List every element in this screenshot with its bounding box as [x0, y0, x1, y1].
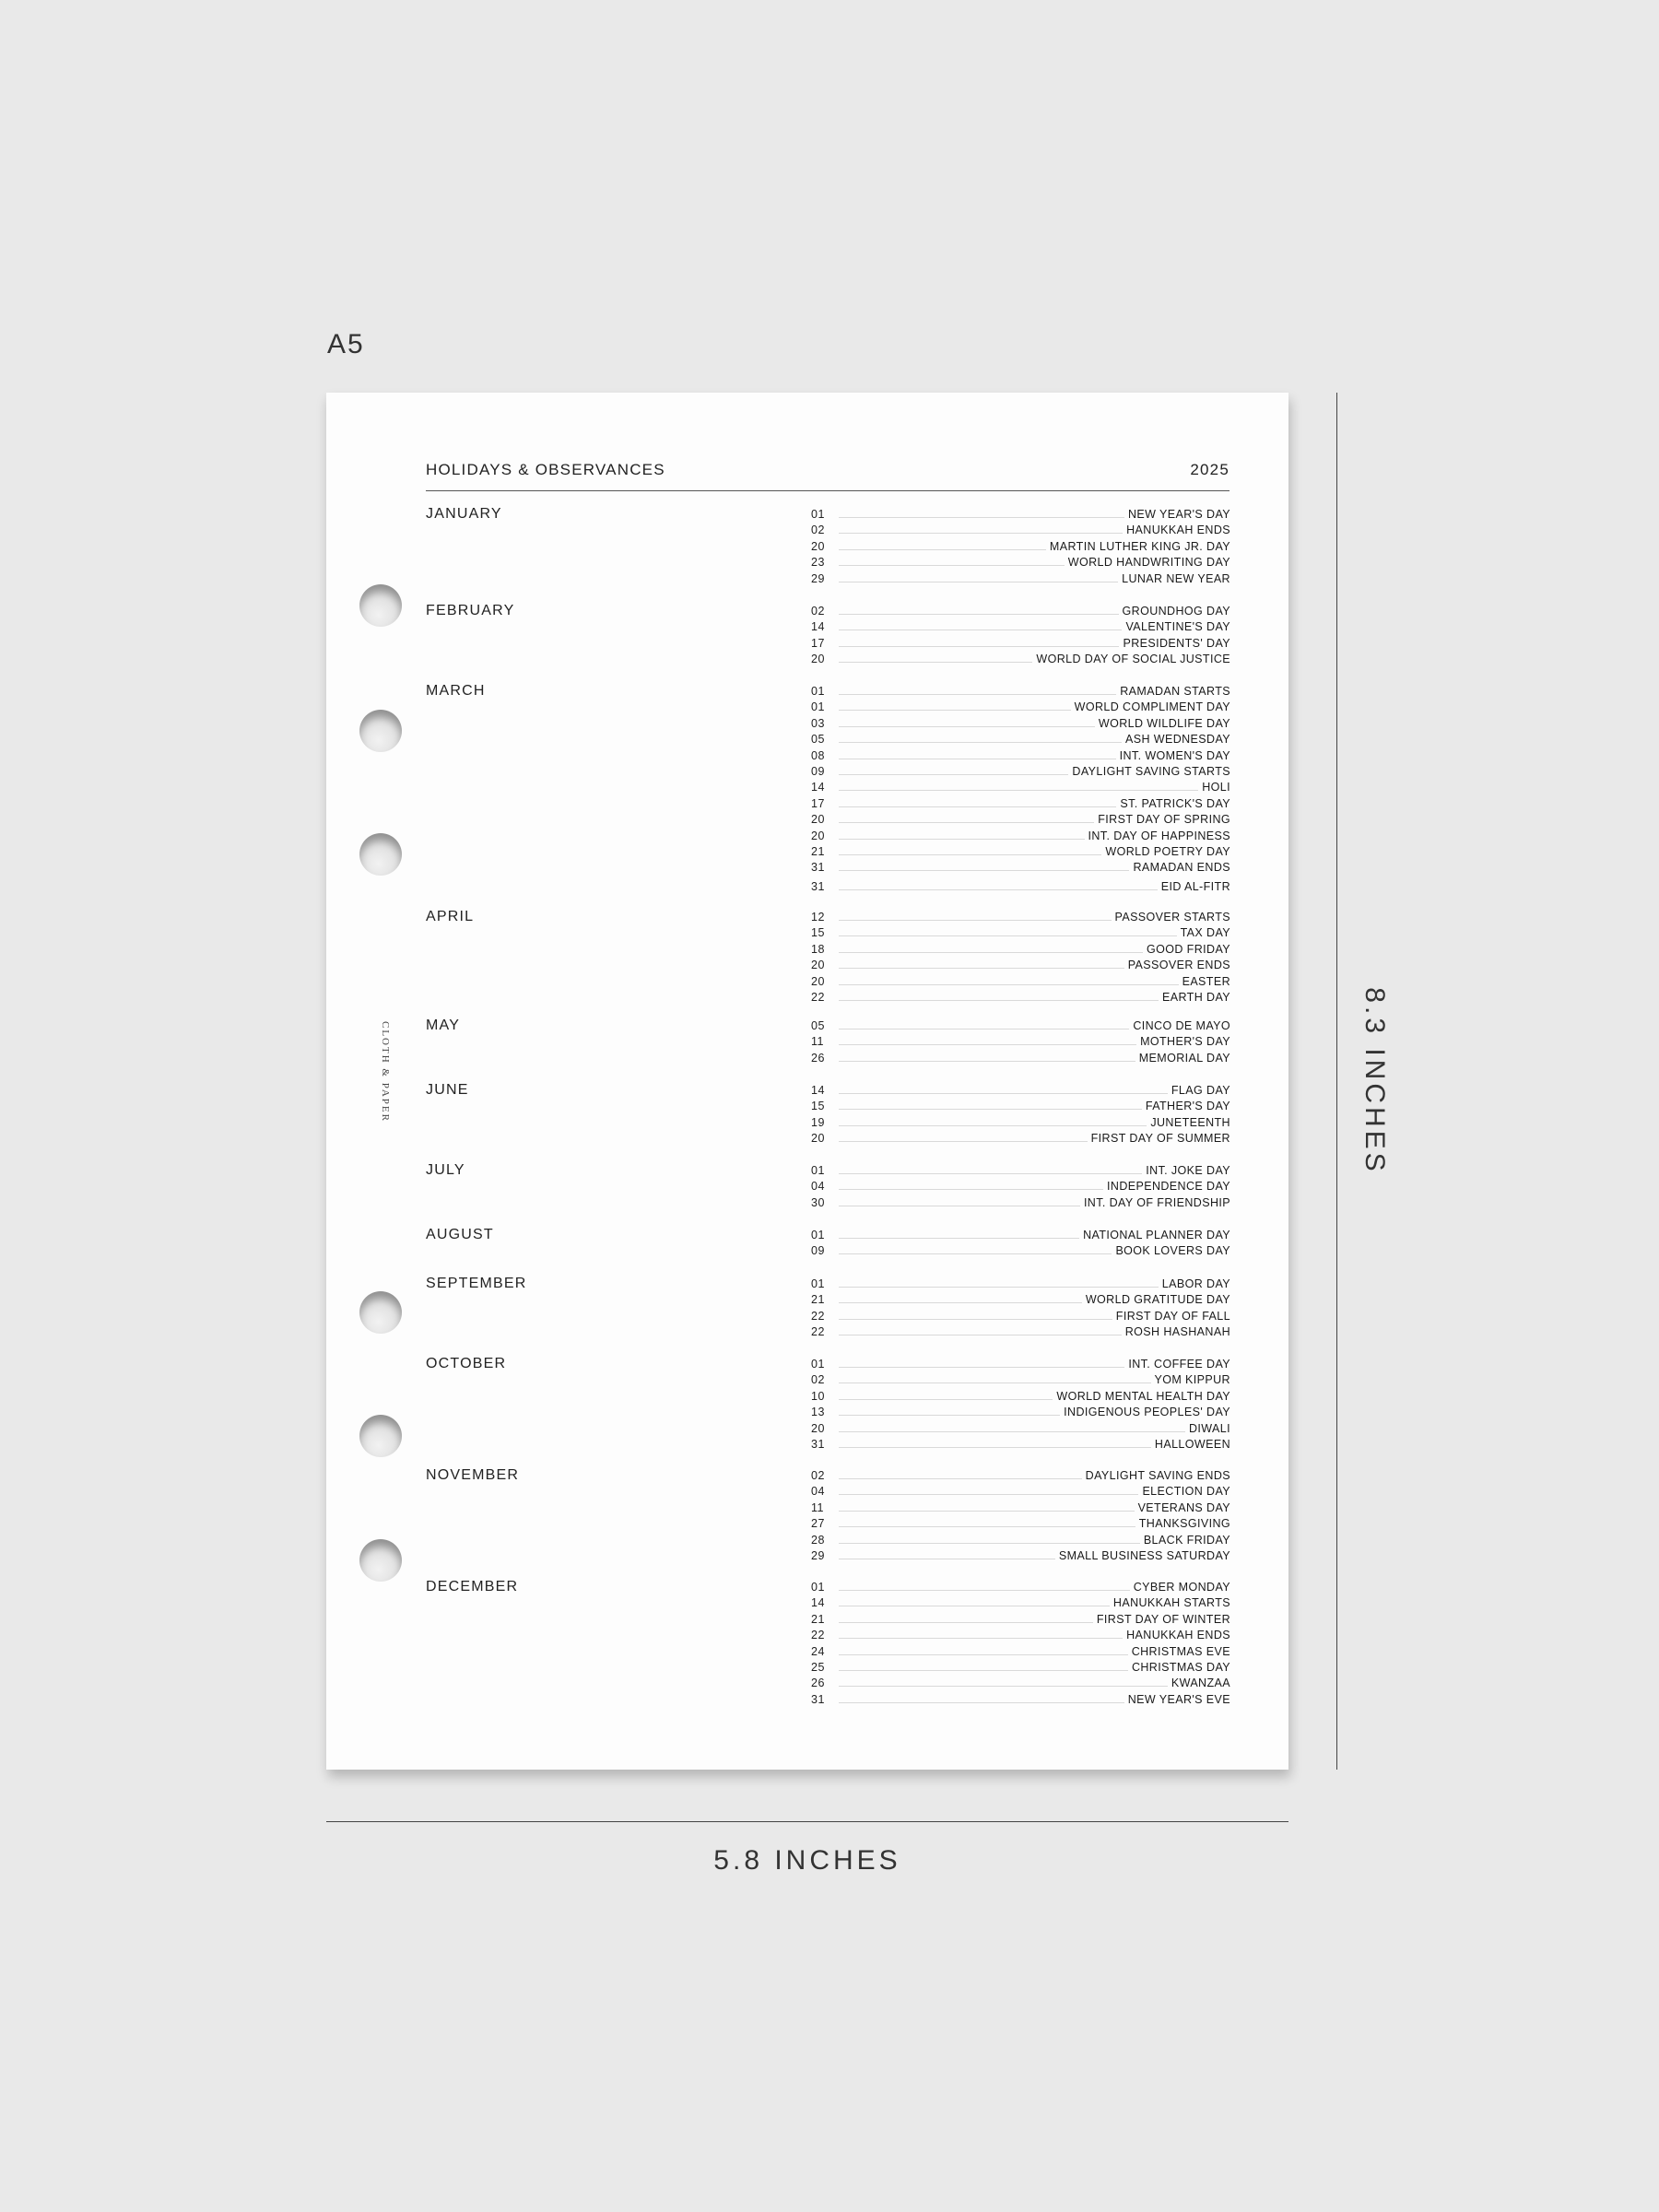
holiday-name: ST. PATRICK'S DAY — [1120, 797, 1230, 810]
leader-line — [839, 1670, 1128, 1671]
leader-line — [839, 984, 1179, 985]
holiday-date: 18 — [811, 943, 825, 956]
holiday-date: 17 — [811, 797, 825, 810]
month-label: OCTOBER — [426, 1356, 507, 1371]
holiday-name: MARTIN LUTHER KING JR. DAY — [1049, 540, 1230, 553]
leader-line — [839, 1526, 1135, 1527]
page-year: 2025 — [1190, 461, 1230, 478]
holiday-name: FATHER'S DAY — [1145, 1100, 1230, 1112]
leader-line — [839, 1382, 1151, 1383]
leader-line — [839, 662, 1032, 663]
holiday-row — [811, 811, 1230, 826]
binder-hole-icon — [359, 1415, 402, 1457]
holiday-row — [811, 506, 1230, 521]
holiday-row — [811, 554, 1230, 569]
holiday-name: HANUKKAH ENDS — [1126, 524, 1230, 536]
holiday-row — [811, 571, 1230, 585]
holiday-name: PASSOVER ENDS — [1127, 959, 1230, 971]
holiday-row — [811, 989, 1230, 1004]
holiday-date: 01 — [811, 1277, 825, 1290]
holiday-date: 05 — [811, 733, 825, 746]
leader-line — [839, 806, 1116, 807]
holiday-date: 29 — [811, 572, 825, 585]
holiday-date: 30 — [811, 1196, 825, 1209]
month-label: FEBRUARY — [426, 603, 515, 618]
holiday-name: DIWALI — [1189, 1422, 1230, 1435]
holiday-name: EASTER — [1182, 975, 1230, 988]
holiday-row — [811, 1291, 1230, 1306]
leader-line — [839, 614, 1119, 615]
holiday-date: 22 — [811, 991, 825, 1004]
holiday-date: 01 — [811, 1581, 825, 1594]
holiday-row — [811, 635, 1230, 650]
holiday-name: NEW YEAR'S EVE — [1127, 1693, 1230, 1706]
holiday-name: LABOR DAY — [1161, 1277, 1230, 1290]
holiday-name: INT. DAY OF HAPPINESS — [1088, 830, 1230, 842]
holiday-date: 17 — [811, 637, 825, 650]
holiday-date: 31 — [811, 1693, 825, 1706]
holiday-date: 15 — [811, 926, 825, 939]
binder-hole-icon — [359, 833, 402, 876]
holiday-name: WORLD WILDLIFE DAY — [1098, 717, 1230, 730]
holiday-row — [811, 1033, 1230, 1048]
holiday-date: 08 — [811, 749, 825, 762]
holiday-date: 01 — [811, 700, 825, 713]
holiday-row — [811, 538, 1230, 553]
holiday-date: 20 — [811, 959, 825, 971]
holiday-name: DAYLIGHT SAVING ENDS — [1085, 1469, 1230, 1482]
leader-line — [839, 1415, 1060, 1416]
leader-line — [839, 1702, 1124, 1703]
planner-sheet — [326, 393, 1288, 1770]
holiday-row — [811, 859, 1230, 874]
leader-line — [839, 968, 1124, 969]
holiday-row — [811, 843, 1230, 858]
holiday-row — [811, 1420, 1230, 1435]
holiday-row — [811, 1659, 1230, 1674]
holiday-date: 04 — [811, 1485, 825, 1498]
holiday-row — [811, 1515, 1230, 1530]
holiday-row — [811, 1178, 1230, 1193]
holiday-row — [811, 779, 1230, 794]
leader-line — [839, 790, 1198, 791]
holiday-name: PRESIDENTS' DAY — [1123, 637, 1230, 650]
leader-line — [839, 1109, 1142, 1110]
leader-line — [839, 1093, 1168, 1094]
holiday-date: 01 — [811, 1358, 825, 1371]
height-label-text: 8.3 INCHES — [1359, 987, 1390, 1175]
holiday-row — [811, 1532, 1230, 1547]
holiday-date: 22 — [811, 1629, 825, 1641]
leader-line — [839, 839, 1085, 840]
holiday-row — [811, 1388, 1230, 1403]
holiday-date: 24 — [811, 1645, 825, 1658]
holiday-row — [811, 1130, 1230, 1145]
holiday-name: THANKSGIVING — [1138, 1517, 1230, 1530]
leader-line — [839, 1590, 1130, 1591]
holiday-row — [811, 1691, 1230, 1706]
holiday-date: 20 — [811, 1422, 825, 1435]
holiday-name: HANUKKAH STARTS — [1112, 1596, 1230, 1609]
leader-line — [839, 1431, 1185, 1432]
holiday-name: INT. JOKE DAY — [1146, 1164, 1230, 1177]
holiday-name: TAX DAY — [1180, 926, 1230, 939]
width-dimension-label: 5.8 INCHES — [713, 1845, 901, 1876]
leader-line — [839, 1494, 1138, 1495]
holiday-name: FLAG DAY — [1171, 1084, 1230, 1097]
leader-line — [839, 854, 1101, 855]
holiday-date: 01 — [811, 1164, 825, 1177]
holiday-row — [811, 1483, 1230, 1498]
holiday-row — [811, 1098, 1230, 1112]
holiday-name: EID AL-FITR — [1160, 880, 1230, 893]
holiday-date: 20 — [811, 1132, 825, 1145]
holiday-name: MEMORIAL DAY — [1138, 1052, 1230, 1065]
holiday-name: WORLD HANDWRITING DAY — [1067, 556, 1230, 569]
month-label: APRIL — [426, 909, 475, 924]
holiday-name: INDIGENOUS PEOPLES' DAY — [1064, 1406, 1230, 1418]
holiday-date: 12 — [811, 911, 825, 924]
holiday-row — [811, 1324, 1230, 1338]
holiday-row — [811, 1114, 1230, 1129]
holiday-name: NATIONAL PLANNER DAY — [1083, 1229, 1230, 1241]
month-label: JANUARY — [426, 506, 502, 522]
holiday-date: 21 — [811, 1613, 825, 1626]
leader-line — [839, 1287, 1159, 1288]
leader-line — [839, 870, 1129, 871]
leader-line — [839, 742, 1122, 743]
leader-line — [839, 1399, 1053, 1400]
page-title: HOLIDAYS & OBSERVANCES — [426, 461, 665, 478]
brand-text: CLOTH & PAPER — [380, 1021, 391, 1123]
holiday-name: WORLD MENTAL HEALTH DAY — [1056, 1390, 1230, 1403]
holiday-name: JUNETEENTH — [1150, 1116, 1230, 1129]
holiday-row — [811, 1594, 1230, 1609]
leader-line — [839, 1447, 1151, 1448]
holiday-date: 20 — [811, 975, 825, 988]
holiday-date: 26 — [811, 1052, 825, 1065]
header-divider — [426, 490, 1230, 491]
holiday-row — [811, 941, 1230, 956]
holiday-date: 01 — [811, 1229, 825, 1241]
holiday-name: INT. WOMEN'S DAY — [1119, 749, 1230, 762]
leader-line — [839, 1511, 1135, 1512]
holiday-row — [811, 973, 1230, 988]
month-label: AUGUST — [426, 1227, 494, 1242]
holiday-date: 11 — [811, 1035, 824, 1048]
holiday-row — [811, 1371, 1230, 1386]
binder-hole-icon — [359, 710, 402, 752]
holiday-name: VETERANS DAY — [1137, 1501, 1230, 1514]
holiday-row — [811, 603, 1230, 618]
leader-line — [839, 549, 1046, 550]
holiday-date: 14 — [811, 781, 825, 794]
holiday-name: WORLD DAY OF SOCIAL JUSTICE — [1036, 653, 1230, 665]
holiday-row — [811, 924, 1230, 939]
leader-line — [839, 889, 1158, 890]
leader-line — [839, 533, 1123, 534]
holiday-name: HANUKKAH ENDS — [1126, 1629, 1230, 1641]
leader-line — [839, 565, 1065, 566]
leader-line — [839, 774, 1068, 775]
holiday-date: 22 — [811, 1325, 825, 1338]
holiday-date: 29 — [811, 1549, 825, 1562]
holiday-row — [811, 828, 1230, 842]
holiday-row — [811, 795, 1230, 810]
leader-line — [839, 1044, 1136, 1045]
holiday-date: 13 — [811, 1406, 825, 1418]
holiday-name: INT. COFFEE DAY — [1128, 1358, 1230, 1371]
holiday-date: 22 — [811, 1310, 825, 1323]
holiday-name: VALENTINE'S DAY — [1125, 620, 1230, 633]
holiday-row — [811, 1643, 1230, 1658]
holiday-date: 31 — [811, 880, 825, 893]
holiday-row — [811, 957, 1230, 971]
leader-line — [839, 646, 1119, 647]
leader-line — [839, 710, 1071, 711]
holiday-name: BLACK FRIDAY — [1143, 1534, 1230, 1547]
binder-hole-icon — [359, 1291, 402, 1334]
holiday-name: YOM KIPPUR — [1154, 1373, 1230, 1386]
holiday-row — [811, 1276, 1230, 1290]
holiday-name: WORLD COMPLIMENT DAY — [1074, 700, 1230, 713]
leader-line — [839, 1173, 1142, 1174]
holiday-name: FIRST DAY OF WINTER — [1096, 1613, 1230, 1626]
holiday-name: DAYLIGHT SAVING STARTS — [1072, 765, 1230, 778]
holiday-name: ASH WEDNESDAY — [1124, 733, 1230, 746]
holiday-date: 02 — [811, 1469, 825, 1482]
leader-line — [839, 1125, 1147, 1126]
holiday-date: 31 — [811, 861, 825, 874]
holiday-name: GOOD FRIDAY — [1147, 943, 1230, 956]
holiday-row — [811, 747, 1230, 762]
holiday-row — [811, 651, 1230, 665]
holiday-row — [811, 878, 1230, 893]
holiday-date: 21 — [811, 845, 825, 858]
holiday-row — [811, 1436, 1230, 1451]
holiday-row — [811, 1467, 1230, 1482]
holiday-date: 20 — [811, 540, 825, 553]
month-label: NOVEMBER — [426, 1467, 520, 1483]
binder-hole-icon — [359, 584, 402, 627]
format-label: A5 — [327, 329, 365, 359]
month-label: JUNE — [426, 1082, 469, 1098]
holiday-name: CINCO DE MAYO — [1133, 1019, 1230, 1032]
holiday-name: CHRISTMAS DAY — [1131, 1661, 1230, 1674]
month-label: MAY — [426, 1018, 461, 1033]
holiday-name: RAMADAN ENDS — [1133, 861, 1230, 874]
leader-line — [839, 822, 1094, 823]
holiday-row — [811, 1611, 1230, 1626]
holiday-name: WORLD GRATITUDE DAY — [1085, 1293, 1230, 1306]
holiday-date: 09 — [811, 1244, 825, 1257]
leader-line — [839, 1478, 1082, 1479]
holiday-date: 26 — [811, 1677, 825, 1689]
holiday-date: 09 — [811, 765, 825, 778]
holiday-row — [811, 1404, 1230, 1418]
leader-line — [839, 1319, 1112, 1320]
holiday-date: 15 — [811, 1100, 825, 1112]
leader-line — [839, 1654, 1128, 1655]
holiday-name: EARTH DAY — [1162, 991, 1230, 1004]
leader-line — [839, 935, 1177, 936]
month-label: DECEMBER — [426, 1579, 519, 1594]
holiday-date: 02 — [811, 1373, 825, 1386]
leader-line — [839, 1189, 1103, 1190]
leader-line — [839, 1061, 1135, 1062]
holiday-row — [811, 1162, 1230, 1177]
month-label: SEPTEMBER — [426, 1276, 527, 1291]
holiday-row — [811, 1675, 1230, 1689]
holiday-date: 03 — [811, 717, 825, 730]
holiday-date: 01 — [811, 685, 825, 698]
binder-hole-icon — [359, 1539, 402, 1582]
leader-line — [839, 1638, 1123, 1639]
holiday-row — [811, 1050, 1230, 1065]
leader-line — [839, 1622, 1093, 1623]
leader-line — [839, 694, 1116, 695]
holiday-name: MOTHER'S DAY — [1140, 1035, 1230, 1048]
holiday-row — [811, 1308, 1230, 1323]
leader-line — [839, 1367, 1124, 1368]
height-dimension-line — [1336, 393, 1337, 1770]
holiday-date: 20 — [811, 813, 825, 826]
holiday-name: RAMADAN STARTS — [1120, 685, 1230, 698]
holiday-name: ROSH HASHANAH — [1124, 1325, 1230, 1338]
holiday-name: BOOK LOVERS DAY — [1115, 1244, 1230, 1257]
holiday-date: 20 — [811, 653, 825, 665]
holiday-date: 28 — [811, 1534, 825, 1547]
holiday-date: 14 — [811, 1596, 825, 1609]
holiday-name: INT. DAY OF FRIENDSHIP — [1083, 1196, 1230, 1209]
holiday-name: FIRST DAY OF FALL — [1115, 1310, 1230, 1323]
leader-line — [839, 629, 1122, 630]
holiday-date: 23 — [811, 556, 825, 569]
holiday-date: 25 — [811, 1661, 825, 1674]
holiday-name: WORLD POETRY DAY — [1105, 845, 1230, 858]
holiday-date: 04 — [811, 1180, 825, 1193]
holiday-row — [811, 1082, 1230, 1097]
leader-line — [839, 952, 1143, 953]
holiday-row — [811, 909, 1230, 924]
leader-line — [839, 726, 1095, 727]
holiday-name: PASSOVER STARTS — [1114, 911, 1230, 924]
leader-line — [839, 1543, 1140, 1544]
holiday-name: INDEPENDENCE DAY — [1107, 1180, 1230, 1193]
holiday-name: ELECTION DAY — [1142, 1485, 1230, 1498]
holiday-row — [811, 1547, 1230, 1562]
holiday-date: 02 — [811, 605, 825, 618]
holiday-date: 02 — [811, 524, 825, 536]
leader-line — [839, 1686, 1168, 1687]
holiday-row — [811, 1018, 1230, 1032]
leader-line — [839, 920, 1112, 921]
leader-line — [839, 1141, 1088, 1142]
holiday-name: KWANZAA — [1171, 1677, 1230, 1689]
holiday-date: 10 — [811, 1390, 825, 1403]
leader-line — [839, 1238, 1079, 1239]
leader-line — [839, 1000, 1159, 1001]
holiday-name: SMALL BUSINESS SATURDAY — [1058, 1549, 1230, 1562]
holiday-row — [811, 1579, 1230, 1594]
holiday-date: 11 — [811, 1501, 824, 1514]
width-dimension-line — [326, 1821, 1288, 1822]
holiday-row — [811, 522, 1230, 536]
holiday-name: CYBER MONDAY — [1133, 1581, 1230, 1594]
holiday-name: CHRISTMAS EVE — [1131, 1645, 1230, 1658]
holiday-name: NEW YEAR'S DAY — [1127, 508, 1230, 521]
holiday-row — [811, 1194, 1230, 1209]
holiday-row — [811, 715, 1230, 730]
leader-line — [839, 1029, 1129, 1030]
holiday-row — [811, 1227, 1230, 1241]
leader-line — [839, 1302, 1082, 1303]
holiday-date: 21 — [811, 1293, 825, 1306]
month-label: JULY — [426, 1162, 465, 1178]
leader-line — [839, 517, 1124, 518]
holiday-date: 19 — [811, 1116, 825, 1129]
holiday-name: LUNAR NEW YEAR — [1122, 572, 1230, 585]
holiday-row — [811, 1356, 1230, 1371]
holiday-row — [811, 731, 1230, 746]
holiday-date: 14 — [811, 1084, 825, 1097]
holiday-name: FIRST DAY OF SUMMER — [1090, 1132, 1230, 1145]
holiday-row — [811, 683, 1230, 698]
holiday-row — [811, 1500, 1230, 1514]
holiday-date: 31 — [811, 1438, 825, 1451]
holiday-date: 14 — [811, 620, 825, 633]
holiday-date: 01 — [811, 508, 825, 521]
holiday-name: HALLOWEEN — [1154, 1438, 1230, 1451]
holiday-name: GROUNDHOG DAY — [1122, 605, 1230, 618]
holiday-date: 05 — [811, 1019, 825, 1032]
holiday-row — [811, 699, 1230, 713]
holiday-name: HOLI — [1202, 781, 1230, 794]
holiday-date: 20 — [811, 830, 825, 842]
holiday-name: FIRST DAY OF SPRING — [1098, 813, 1230, 826]
month-label: MARCH — [426, 683, 486, 699]
holiday-row — [811, 763, 1230, 778]
holiday-row — [811, 618, 1230, 633]
holiday-date: 27 — [811, 1517, 825, 1530]
holiday-row — [811, 1627, 1230, 1641]
holiday-row — [811, 1242, 1230, 1257]
leader-line — [839, 1253, 1112, 1254]
